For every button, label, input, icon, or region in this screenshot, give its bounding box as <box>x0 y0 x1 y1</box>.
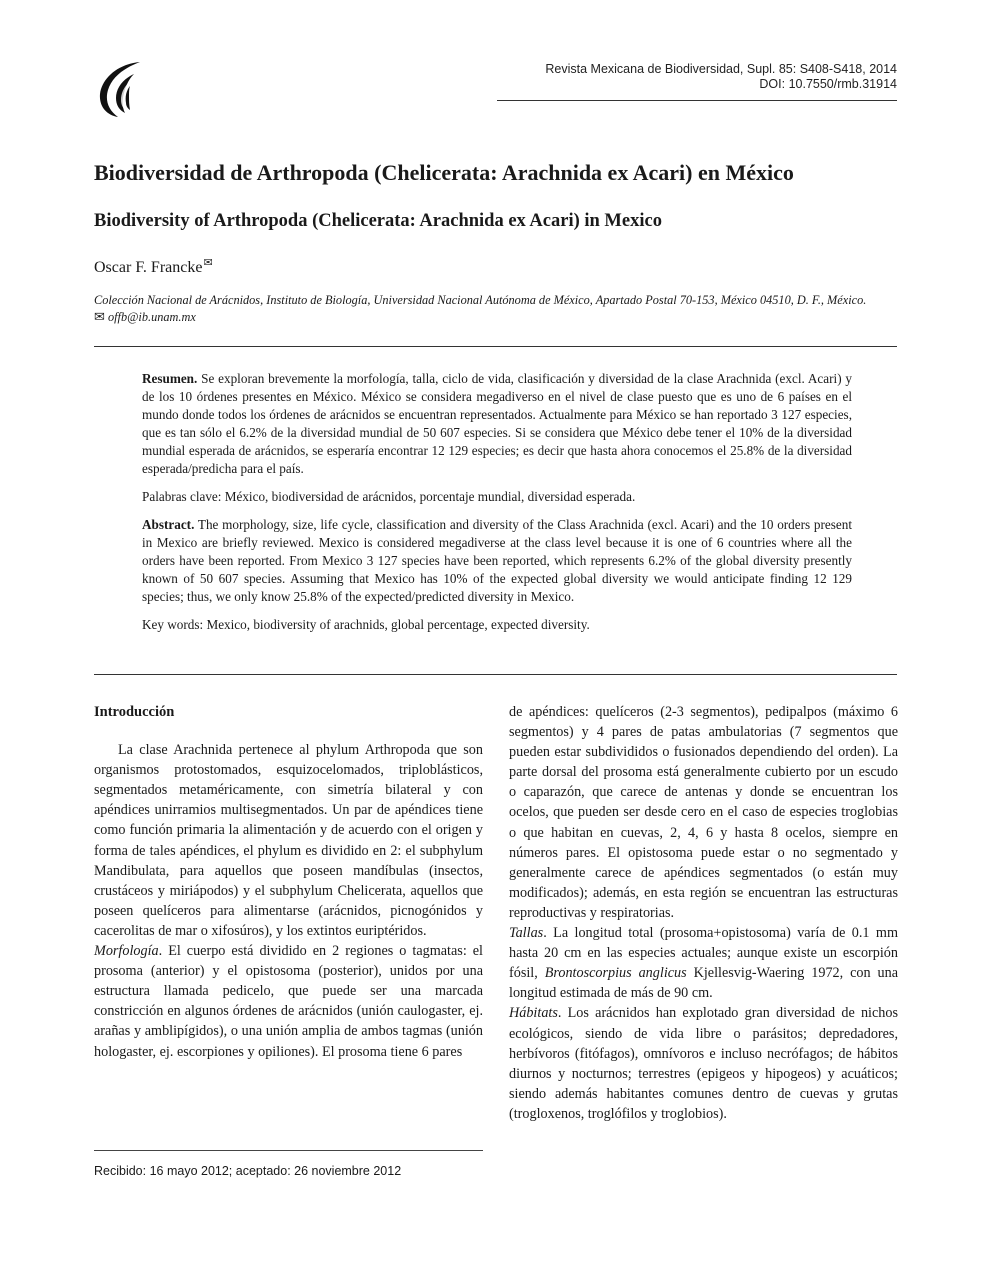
morfologia-label: Morfología <box>94 943 159 960</box>
affiliation <box>94 292 894 325</box>
author-line <box>94 259 213 277</box>
author-name: Oscar F. Francke <box>94 259 203 276</box>
body-column-left <box>94 702 483 1062</box>
envelope-icon: ✉ <box>94 308 105 324</box>
divider-bottom <box>94 674 897 675</box>
doi-line[interactable]: DOI: 10.7550/rmb.31914 <box>759 77 897 91</box>
habitats-label: Hábitats <box>509 1005 558 1022</box>
morfologia-paragraph <box>94 941 483 1062</box>
journal-line: Revista Mexicana de Biodiversidad, Supl. 85: S408-S418, 2014 <box>545 62 897 76</box>
header-divider <box>497 100 897 101</box>
species-name: Brontoscorpius anglicus <box>544 965 687 982</box>
key-words: Key words: Mexico, biodiversity of arachnids, global percentage, expected diversity. <box>142 617 590 632</box>
abstract-block <box>142 370 852 644</box>
email-line <box>94 309 894 326</box>
journal-citation <box>545 62 897 92</box>
body-column-right <box>509 702 898 1124</box>
resumen-paragraph <box>142 370 852 478</box>
envelope-icon[interactable]: ✉ <box>203 257 213 269</box>
habitats-paragraph <box>509 1003 898 1124</box>
morfologia-continued: de apéndices: quelíceros (2-3 segmentos), pedipalpos (máximo 6 segmentos) y 4 pares de patas ambulatorias (7 segmentos que pueden estar subdivididos o fusionados dependiendo del orden). La parte dorsal del prosoma está generalmente cubierto por un escudo o caparazón, que carece de antenas y donde se encuentran los ocelos, que pueden ser desde cero en el caso de especies troglobias o que habitan en cuevas, 2, 4, 6 y hasta 8 ocelos, siempre en números pares. El opistosoma puede estar o no segmentado y generalmente carece de apéndices segmentados (o están muy modificados); además, en esta región se encuentran las estructuras reproductivas y respiratorias. <box>509 704 898 921</box>
palabras-clave: Palabras clave: México, biodiversidad de arácnidos, porcentaje mundial, diversidad esperada. <box>142 489 636 504</box>
tallas-text-a: . La longitud total (prosoma+opistosoma) varía de 0.1 mm hasta 20 cm en las especies actuales; aunque existe un escorpión fósil, <box>509 925 898 982</box>
tallas-paragraph <box>509 923 898 1003</box>
resumen-text: Se exploran brevemente la morfología, talla, ciclo de vida, clasificación y diversidad de la clase Arachnida (excl. Acari) y de los 10 órdenes presentes en México. México se considera megadiverso en el nivel de clase puesto que es uno de 6 países en el mundo donde todos los órdenes de arácnidos se encuentran representados. Actualmente para México se han reportado 3 127 especies, que es tan sólo el 6.2% de la diversidad mundial de 50 607 especies. Si se considera que México debe tener el 10% de la diversidad mundial esperada de arácnidos, se esperaría encontrar 12 129 especies; es decir que hasta ahora conocemos el 25.8% de la diversidad esperada/predicha para el país. <box>142 371 852 476</box>
abstract-paragraph <box>142 516 852 606</box>
tallas-text-b: Kjellesvig-Waering 1972, con una longitud estimada de más de 90 cm. <box>509 965 898 1002</box>
abstract-label: Abstract. <box>142 517 195 532</box>
habitats-text: . Los arácnidos han explotado gran diversidad de nichos ecológicos, siendo de vida libre o parásitos; depredadores, herbívoros (fitófagos), omnívoros e incluso necrófagos; de hábitos diurnos y nocturnos; terrestres (epigeos y hipogeos) y acuáticos; siendo además habitantes comunes dentro de cuevas y grutas (trogloxenos, troglófilos y troglobios). <box>509 1005 898 1122</box>
divider-top <box>94 346 897 347</box>
tallas-label: Tallas <box>509 925 544 942</box>
article-title-english: Biodiversity of Arthropoda (Chelicerata: Arachnida ex Acari) in Mexico <box>94 211 662 231</box>
abstract-text: The morphology, size, life cycle, classification and diversity of the Class Arachnida (excl. Acari) and the 10 orders present in Mexico are briefly reviewed. Mexico is considered megadiverse at the class level because it is one of 6 countries where all the orders have been reported. From Mexico 3 127 species have been reported, which represents 6.2% of the global diversity presently known of 50 607 species. Assuming that Mexico has 10% of the expected global diversity we would anticipate finding 12 129 species; thus, we only know 25.8% of the expected/predicted diversity in Mexico. <box>142 517 852 604</box>
section-heading: Introducción <box>94 704 175 720</box>
intro-paragraph: La clase Arachnida pertenece al phylum Arthropoda que son organismos protostomados, esquizocelomados, triploblásticos, segmentados metaméricamente, con simetría bilateral y con apéndices unirramios multisegmentados. Un par de apéndices tiene como función primaria la alimentación y de acuerdo con el origen y forma de tales apéndices, el phylum es dividido en 2: el subphylum Mandibulata, para aquellos que poseen mandíbulas (insectos, crustáceos y miriápodos) y el subphylum Chelicerata, aquellos que poseen quelíceros para alimentarse (arácnidos, picnogónidos y cacerolitas de mar o xifosúros), y los extintos euriptéridos. <box>94 742 483 939</box>
journal-logo <box>96 60 146 118</box>
affiliation-text: Colección Nacional de Arácnidos, Instituto de Biología, Universidad Nacional Autónoma de México, Apartado Postal 70-153, México 04510, D. F., México. <box>94 293 867 307</box>
email-address[interactable]: offb@ib.unam.mx <box>107 309 196 324</box>
received-dates: Recibido: 16 mayo 2012; aceptado: 26 noviembre 2012 <box>94 1164 402 1178</box>
morfologia-text: . El cuerpo está dividido en 2 regiones o tagmatas: el prosoma (anterior) y el opistosoma (posterior), unidos por una estructura llamada pedicelo, que puede ser una marcada constricción en algunos órdenes de arácnidos (unión caulogaster, ej. arañas y amblipígidos), o una unión amplia de ambos tagmas (unión hologaster, ej. escorpiones y opiliones). El prosoma tiene 6 pares <box>94 943 483 1060</box>
resumen-label: Resumen. <box>142 371 198 386</box>
footnote-divider <box>94 1150 483 1151</box>
article-title-spanish: Biodiversidad de Arthropoda (Chelicerata: Arachnida ex Acari) en México <box>94 160 794 185</box>
